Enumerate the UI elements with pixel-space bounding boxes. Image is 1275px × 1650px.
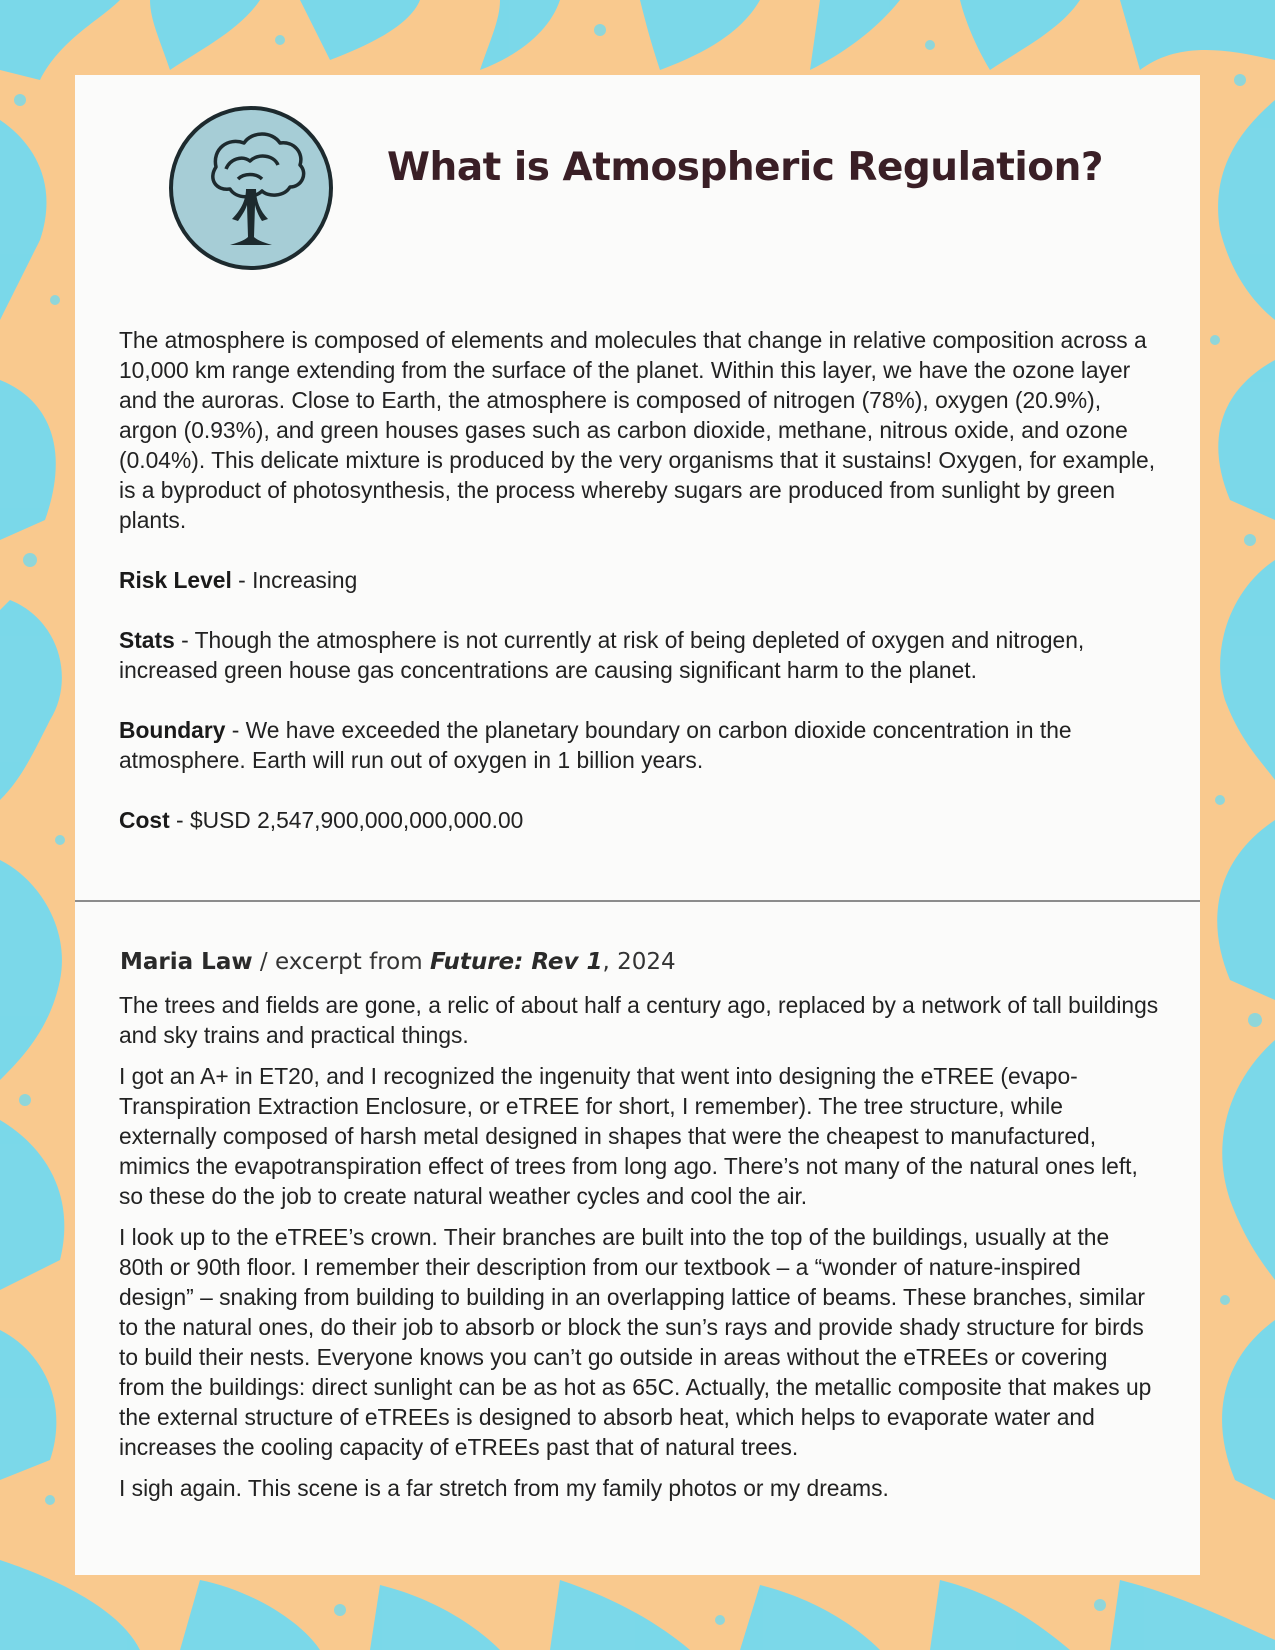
excerpt-body [119, 990, 1159, 1514]
cost-value: $USD 2,547,900,000,000,000.00 [189, 807, 524, 833]
risk-level-separator: - [231, 567, 253, 593]
excerpt-paragraph: The trees and fields are gone, a relic of about half a century ago, replaced by a network of tall buildings and sky trains and practical things. [119, 992, 1159, 1048]
excerpt-work-title: Future: Rev 1 [429, 949, 603, 975]
boundary-label: Boundary [119, 717, 226, 743]
excerpt-paragraph: I got an A+ in ET20, and I recognized the ingenuity that went into designing the eTREE (evapo-Transpiration Extraction Enclosure, or eTREE for short, I remember). The tree structure, while externally composed of harsh metal designed in shapes that were the cheapest to manufactured, mimics the evapotranspiration effect of trees from long ago. There’s not many of the natural ones left, so these do the job to create natural weather cycles and cool the air. [119, 1063, 1138, 1209]
excerpt-author: Maria Law [120, 949, 253, 975]
intro-paragraph: The atmosphere is composed of elements and molecules that change in relative composition across a 10,000 km range extending from the surface of the planet. Within this layer, we have the ozone layer and the auroras. Close to Earth, the atmosphere is composed of nitrogen (78%), oxygen (20.9%), argon (0.93%), and green houses gases such as carbon dioxide, methane, nitrous oxide, and ozone (0.04%). This delicate mixture is produced by the very organisms that it sustains! Oxygen, for example, is a byproduct of photosynthesis, the process whereby sugars are produced from sunlight by green plants. [119, 327, 1156, 533]
section-divider [75, 900, 1200, 902]
stats-value: Though the atmosphere is not currently at risk of being depleted of oxygen and nitrogen, increased green house gas concentrations are causing significant harm to the planet. [119, 627, 1085, 683]
risk-level-value: Increasing [252, 567, 358, 593]
content-card [75, 75, 1200, 1575]
info-section [119, 325, 1159, 865]
cost-label: Cost [119, 807, 170, 833]
risk-level-fact [119, 565, 1159, 595]
cost-fact [119, 805, 1159, 835]
boundary-fact [119, 715, 1159, 775]
excerpt-byline [120, 949, 676, 975]
stats-label: Stats [119, 627, 175, 653]
excerpt-from-text: / excerpt from [252, 949, 430, 975]
risk-level-label: Risk Level [119, 567, 232, 593]
page-title: What is Atmospheric Regulation? [387, 145, 1103, 190]
tree-icon [168, 105, 334, 271]
stats-separator: - [174, 627, 195, 653]
boundary-separator: - [225, 717, 246, 743]
cost-separator: - [169, 807, 190, 833]
stats-fact [119, 625, 1159, 685]
excerpt-year: , 2024 [602, 949, 676, 975]
excerpt-paragraph: I look up to the eTREE’s crown. Their branches are built into the top of the buildings, usually at the 80th or 90th floor. I remember their description from our textbook – a “wonder of nature-inspired design” – snaking from building to building in an overlapping lattice of beams. These branches, similar to the natural ones, do their job to absorb or block the sun’s rays and provide shady structure for birds to build their nests. Everyone knows you can’t go outside in areas without the eTREEs or covering from the buildings: direct sunlight can be as hot as 65C. Actually, the metallic composite that makes up the external structure of eTREEs is designed to absorb heat, which helps to evaporate water and increases the cooling capacity of eTREEs past that of natural trees. [119, 1224, 1152, 1460]
boundary-value: We have exceeded the planetary boundary on carbon dioxide concentration in the atmosphere. Earth will run out of oxygen in 1 billion years. [119, 717, 1072, 773]
excerpt-paragraph: I sigh again. This scene is a far stretch from my family photos or my dreams. [119, 1475, 889, 1501]
